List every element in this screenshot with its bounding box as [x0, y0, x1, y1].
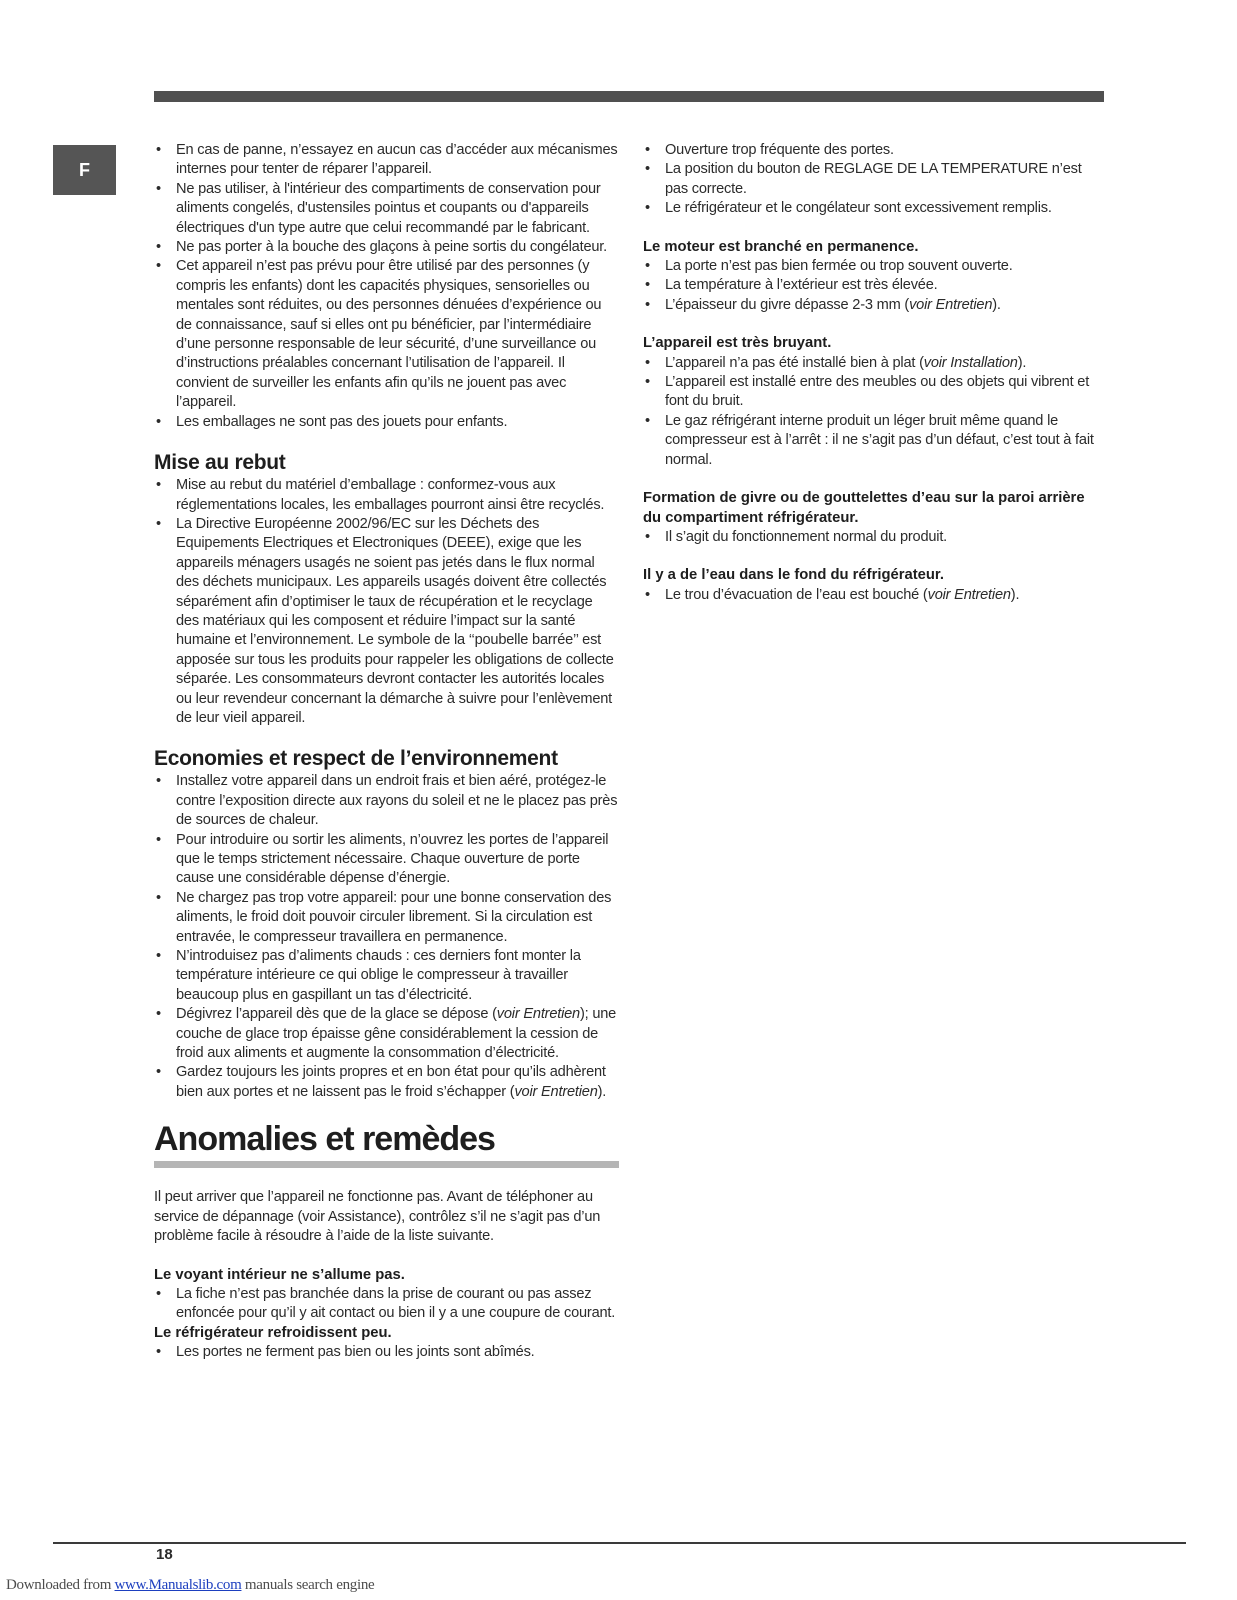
list-item: • Installez votre appareil dans un endroit frais et bien aéré, protégez-le contre l’exposition directe aux rayons du soleil et ne le placez pas près de sources de chaleur.	[154, 772, 619, 830]
download-prefix: Downloaded from	[6, 1577, 115, 1593]
intro-paragraph: Il peut arriver que l’appareil ne fonctionne pas. Avant de téléphoner au service de dépannage (voir Assistance), contrôlez s’il ne s’agit pas d’un problème facile à résoudre à l’aide de la liste suivante.	[154, 1189, 601, 1245]
manualslib-link[interactable]: www.Manualslib.com	[114, 1577, 242, 1593]
list-item: • Ne pas porter à la bouche des glaçons à peine sortis du congélateur.	[154, 238, 619, 257]
list-item: • N’introduisez pas d’aliments chauds : ces derniers font monter la température intérieure ce qui oblige le compresseur à travailler beaucoup plus en gaspillant un tas d’électricité.	[154, 947, 619, 1005]
item-text: ).	[992, 296, 1001, 313]
list-item: • Ne pas utiliser, à l'intérieur des compartiments de conservation pour aliments congelés, d'ustensiles pointus et coupants ou d'appareils électriques d'un type autre que celui recommandé par le fabricant.	[154, 180, 619, 238]
list-item: • Les portes ne ferment pas bien ou les joints sont abîmés.	[154, 1343, 619, 1362]
list-item: • Le réfrigérateur et le congélateur sont excessivement remplis.	[643, 199, 1105, 218]
disposal-list	[154, 476, 619, 728]
list-item: • La position du bouton de REGLAGE DE LA TEMPERATURE n’est pas correcte.	[643, 160, 1105, 199]
item-text: L’appareil n’a pas été installé bien à plat (	[665, 354, 924, 371]
item-text: ).	[597, 1083, 607, 1100]
problem-list	[643, 354, 1105, 470]
list-item: • L’appareil est installé entre des meubles ou des objets qui vibrent et font du bruit.	[643, 373, 1105, 412]
language-tab: F	[53, 145, 116, 195]
list-item: • Ne chargez pas trop votre appareil: pour une bonne conservation des aliments, le froid doit pouvoir circuler librement. Si la circulation est entravée, le compresseur travaillera en permanence.	[154, 889, 619, 947]
list-item: • Il s’agit du fonctionnement normal du produit.	[643, 528, 1105, 547]
list-item	[643, 586, 1105, 605]
left-column	[154, 141, 619, 1363]
problem-list	[154, 1343, 619, 1362]
list-item: • La fiche n’est pas branchée dans la prise de courant ou pas assez enfoncée pour qu’il y ait contact ou bien il y a une coupure de courant.	[154, 1285, 619, 1324]
eco-list	[154, 772, 619, 1102]
list-item: • La Directive Européenne 2002/96/EC sur les Déchets des Equipements Electriques et Electroniques (DEEE), exige que les appareils ménagers usagés ne soient pas jetés dans le flux normal des déchets municipaux. Les appareils usagés doivent être collectés séparément afin d’optimiser le taux de récupération et le recyclage des matériaux qui les composent et réduire l’impact sur la santé humaine et l’environnement. Le symbole de la ‘‘poubelle barrée’’ est apposée sur tous les produits pour rappeler les obligations de collecte séparée. Les consommateurs devront contacter les autorités locales ou leur revendeur concernant la démarche à suivre pour l’enlèvement de leur vieil appareil.	[154, 515, 619, 728]
footer-rule	[53, 1542, 1186, 1544]
list-item: • Ouverture trop fréquente des portes.	[643, 141, 1105, 160]
list-item: • Les emballages ne sont pas des jouets pour enfants.	[154, 413, 619, 432]
page-number: 18	[156, 1546, 173, 1563]
problem-title: L’appareil est très bruyant.	[643, 335, 832, 352]
problem-list	[643, 528, 1105, 547]
download-suffix: manuals search engine	[241, 1577, 375, 1593]
problem-list	[154, 1285, 619, 1324]
reference-text: voir Installation	[923, 354, 1018, 371]
list-item: • Pour introduire ou sortir les aliments, n’ouvrez les portes de l’appareil que le temps strictement nécessaire. Chaque ouverture de porte cause une considérable dépense d’énergie.	[154, 831, 619, 889]
problem-list	[643, 257, 1105, 315]
problem-list	[643, 141, 1105, 219]
list-item: • En cas de panne, n’essayez en aucun cas d’accéder aux mécanismes internes pour tenter de réparer l’appareil.	[154, 141, 619, 180]
list-item: • Cet appareil n’est pas prévu pour être utilisé par des personnes (y compris les enfants) dont les capacités physiques, sensorielles ou mentales sont réduites, ou des personnes dénuées d’expérience ou de connaissance, sauf si elles ont pu bénéficier, par l’intermédiaire d’une personne responsable de leur sécurité, d’une surveillance ou d’instructions préalables concernant l’utilisation de l’appareil. Il convient de surveiller les enfants afin qu’ils ne jouent pas avec l’appareil.	[154, 257, 619, 412]
right-column	[643, 141, 1105, 605]
chapter-title: Anomalies et remèdes	[154, 1120, 495, 1159]
section-title-disposal: Mise au rebut	[154, 451, 286, 475]
download-footer	[6, 1577, 374, 1594]
item-text: L’épaisseur du givre dépasse 2-3 mm (	[665, 296, 910, 313]
problem-title: Formation de givre ou de gouttelettes d’eau sur la paroi arrière du compartiment réfrigérateur.	[643, 490, 1085, 526]
reference-text: voir Entretien	[496, 1006, 580, 1023]
item-text: ).	[1017, 354, 1027, 371]
problem-list	[643, 586, 1105, 605]
list-item	[643, 354, 1105, 373]
list-item: • Mise au rebut du matériel d’emballage : conformez-vous aux réglementations locales, les emballages pourront ainsi être recyclés.	[154, 476, 619, 515]
list-item: • La température à l’extérieur est très élevée.	[643, 276, 1105, 295]
reference-text: voir Entretien	[927, 586, 1011, 603]
list-item	[154, 1063, 619, 1102]
chapter-title-rule	[154, 1161, 619, 1168]
reference-text: voir Entretien	[514, 1083, 598, 1100]
safety-list	[154, 141, 619, 432]
problem-title: Il y a de l’eau dans le fond du réfrigérateur.	[643, 567, 944, 584]
list-item	[643, 296, 1105, 315]
problem-title: Le moteur est branché en permanence.	[643, 238, 919, 255]
item-text: ); une couche de glace trop épaisse gêne considérablement la cession de froid aux aliments et augmente la consommation d’électricité.	[176, 1006, 617, 1062]
problem-title: Le réfrigérateur refroidissent peu.	[154, 1324, 392, 1341]
reference-text: voir Entretien	[909, 296, 993, 313]
list-item	[154, 1005, 619, 1063]
list-item: • Le gaz réfrigérant interne produit un léger bruit même quand le compresseur est à l’arrêt : il ne s’agit pas d’un défaut, c’est tout à fait normal.	[643, 412, 1105, 470]
item-text: Le trou d’évacuation de l’eau est bouché (	[665, 586, 928, 603]
list-item: • La porte n’est pas bien fermée ou trop souvent ouverte.	[643, 257, 1105, 276]
header-rule	[154, 91, 1104, 102]
item-text: Dégivrez l’appareil dès que de la glace se dépose (	[176, 1006, 497, 1023]
item-text: Gardez toujours les joints propres et en bon état pour qu’ils adhèrent bien aux portes et ne laissent pas le froid s’échapper (	[176, 1064, 606, 1100]
section-title-eco: Economies et respect de l’environnement	[154, 747, 558, 771]
item-text: ).	[1010, 586, 1020, 603]
problem-title: Le voyant intérieur ne s’allume pas.	[154, 1266, 405, 1283]
